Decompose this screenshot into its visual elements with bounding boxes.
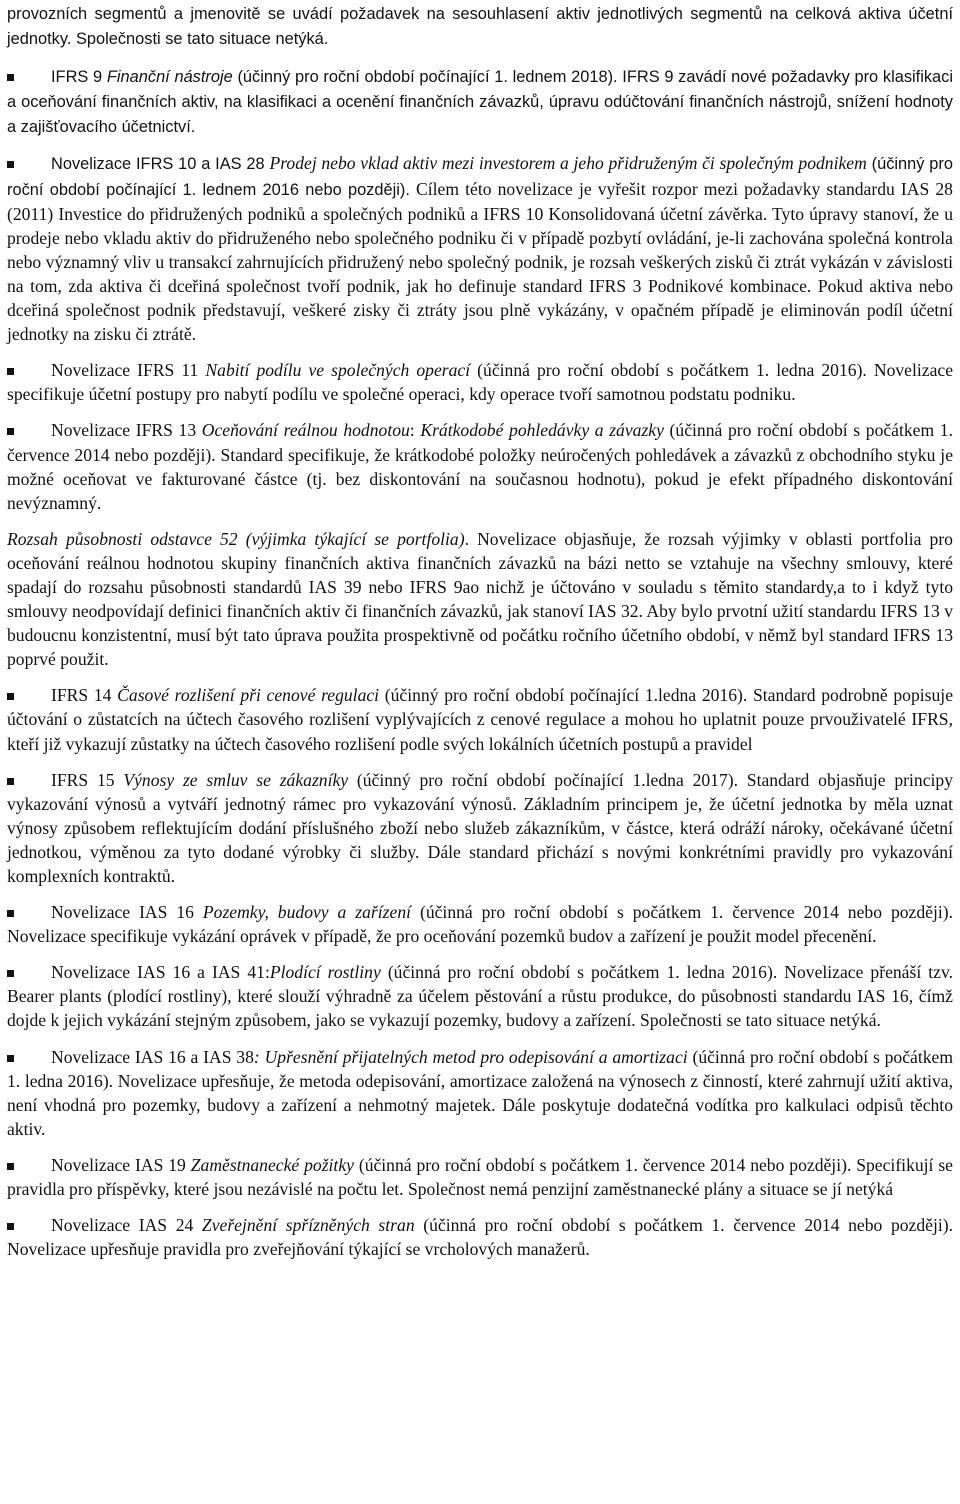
italic-title-text: : Upřesnění přijatelných metod pro odepisování a amortizaci — [253, 1046, 688, 1067]
text-run: Novelizace IFRS 13 — [51, 420, 202, 441]
bullet-square-icon — [7, 693, 14, 700]
list-item-ias-16-ias-41 — [7, 960, 953, 1032]
bullet-square-icon — [7, 910, 14, 917]
list-item-ifrs-11 — [7, 358, 953, 406]
text-run: Novelizace IAS 16 a IAS 38 — [51, 1046, 254, 1067]
italic-title-text: Pozemky, budovy a zařízení — [202, 902, 412, 923]
italic-title-text: Finanční nástroje — [106, 68, 233, 87]
list-item-ifrs-13 — [7, 418, 953, 514]
list-item-ifrs-14 — [7, 683, 953, 755]
text-run: IFRS 9 — [51, 68, 107, 87]
bullet-square-icon — [7, 428, 14, 435]
list-item-ias-19 — [7, 1153, 953, 1201]
list-item-ias-16-ias-38 — [7, 1045, 953, 1141]
italic-title-text: Nabití podílu ve společných operací — [205, 360, 471, 381]
list-item-ias-16 — [7, 900, 953, 948]
text-run: Novelizace IFRS 11 — [51, 360, 206, 381]
text-run: (účinná pro roční období s počátkem 1. ledna 2016). Novelizace specifikuje účetní postupy pro nabytí podílu ve společné operaci, kdy operace tvoří samotnou podstatu podniku. — [7, 360, 954, 405]
italic-title-text: Časové rozlišení při cenové regulaci — [117, 685, 380, 706]
bullet-square-icon — [7, 74, 14, 81]
bullet-square-icon — [7, 778, 14, 785]
text-run: . Novelizace objasňuje, že rozsah výjimky v oblasti portfolia pro oceňování reálnou hodnotou skupiny finančních aktiva finančních závazků na bázi netto se vztahuje na všechny smlouvy, které spadají do rozsahu působnosti standardů IAS 39 nebo IFRS 9ao nichž je účtováno v souladu s těmito standardy,a to i když tyto smlouvy neodpovídají definici finančních aktiv či finančních závazků, jak stanoví IAS 32. Aby bylo prvotní užití standardu IFRS 13 v budoucnu konzistentní, musí být tato úprava použita prospektivně od počátku ročního účetního období, v němž byl standard IFRS 13 poprvé použit. — [7, 528, 953, 670]
text-run: (účinná pro roční období s počátkem 1. července 2014 nebo později). Novelizace specifikuje vykázání oprávek v případě, že pro oceňování pozemků budov a zařízení je použit model přecenění. — [7, 902, 953, 947]
text-run: (účinná pro roční období s počátkem 1. ledna 2016). Novelizace přenáší tzv. Bearer plants (plodící rostliny), které slouží výhradně za účelem pěstování a růstu produkce, do působnosti standardu IAS 16, čímž dojde k jejich vykázání stejným způsobem, jako se vykazují pozemky, budovy a zařízení. Společnosti se tato situace netýká. — [7, 962, 953, 1031]
text-run: : — [409, 420, 421, 441]
text-run: (účinný pro roční období počínající 1.ledna 2017). Standard objasňuje principy vykazování výnosů a vytváří jednotný rámec pro vykazování výnosů. Základním principem je, že účetní jednotka by měla uznat výnosy způsobem reflektujícím dodání příslušného zboží nebo služeb zákazníkům, v částce, která odráží nároky, očekávané účetní jednotkou, výměnou za tyto dodané výrobky či služby. Dále standard přichází s novými konkrétními pravidly pro vykazování komplexních kontraktů. — [7, 769, 953, 886]
text-run: Novelizace IAS 16 — [51, 902, 203, 923]
list-item-ias-24 — [7, 1213, 953, 1261]
italic-title-text: Prodej nebo vklad aktiv mezi investorem a jeho přidruženým či společným podnikem — [269, 153, 867, 174]
text-run: (účinná pro roční období s počátkem 1. července 2014 nebo později). Specifikují se pravidla pro příspěvky, které jsou nezávislé na počtu let. Společnost nemá penzijní zaměstnanecké plány a situace se jí netýká — [7, 1154, 953, 1200]
text-run: Novelizace IAS 19 — [51, 1154, 191, 1175]
bullet-square-icon — [7, 1163, 14, 1170]
italic-title-text: Krátkodobé pohledávky a závazky — [420, 420, 664, 441]
bullet-square-icon — [7, 1055, 14, 1062]
text-run: (účinná pro roční období s počátkem 1. ledna 2016). Novelizace upřesňuje, že metoda odepisování, amortizace založená na výnosech z činností, které zahrnují užití aktiva, není vhodná pro pozemky, budovy a zařízení a nehmotný majetek. Dále poskytuje dodatečná vodítka pro kalkulaci odpisů těchto aktiv. — [7, 1046, 954, 1139]
list-item-ifrs-15 — [7, 768, 953, 888]
text-run: (účinná pro roční období s počátkem 1. července 2014 nebo později). Novelizace upřesňuje pravidla pro zveřejňování týkající se vrcholových manažerů. — [7, 1215, 953, 1260]
list-item-ifrs-9 — [7, 64, 953, 139]
paragraph-portfolio-exception — [7, 527, 953, 672]
text-run: (účinný pro roční období počínající 1. lednem 2016 nebo později). — [7, 155, 953, 199]
italic-title-text: Zaměstnanecké požitky — [190, 1154, 354, 1175]
list-item-ifrs-10-ias-28 — [7, 151, 953, 346]
text-run: (účinná pro roční období s počátkem 1. července 2014 nebo později). Standard specifikuje, že krátkodobé položky neúročených pohledávek a závazků z obchodního styku je možné oceňovat ve fakturované částce (tj. bez diskontování na současnou hodnotu), pokud je efekt případného diskontování nevýznamný. — [7, 420, 954, 513]
italic-title-text: Zveřejnění spřízněných stran — [201, 1215, 415, 1236]
text-run: IFRS 15 — [51, 769, 124, 790]
text-run: Cílem této novelizace je vyřešit rozpor mezi požadavky standardu IAS 28 (2011) Investice do přidružených podniků a společných podniků a IFRS 10 Konsolidovaná účetní závěrka. Tyto úpravy stanoví, že u prodeje nebo vkladu aktiv do přidruženého nebo společného podniku či v případě pozbytí ovládání, je-li zachována společná kontrola nebo významný vliv u transakcí zahrnujících přidružený nebo společný podnik, je rozsah veškerých zisků či ztrát vykázán v závislosti na tom, zda aktiva či dceřiná společnost tvoří podnik, jak ho definuje standard IFRS 3 Podnikové kombinace. Pokud aktiva nebo dceřiná společnost podnik představují, veškeré zisky či ztráty jsou plně vykázány, v opačném případě je eliminován podíl účetní jednotky na zisku či ztrátě. — [7, 178, 953, 345]
italic-title-text: Výnosy ze smluv se zákazníky — [123, 769, 349, 790]
italic-title-text: Oceňování reálnou hodnotou — [201, 420, 410, 441]
text-run: IFRS 14 — [51, 685, 118, 706]
text-run: (účinný pro roční období počínající 1.ledna 2016). Standard podrobně popisuje účtování o zůstatcích na účtech časového rozlišení vyplývajících z cenové regulace a mohou ho uplatnit pouze prvouživatelé IFRS, kteří již vykazují zůstatky na účtech časového rozlišení podle svých lokálních účetních postupů a pravidel — [7, 685, 954, 754]
text-run: Novelizace IFRS 10 a IAS 28 — [51, 155, 270, 174]
italic-title-text: Plodící rostliny — [269, 962, 381, 983]
bullet-square-icon — [7, 1223, 14, 1230]
bullet-square-icon — [7, 368, 14, 375]
text-run: provozních segmentů a jmenovitě se uvádí požadavek na sesouhlasení aktiv jednotlivých segmentů na celková aktiva účetní jednotky. Společnosti se tato situace netýká. — [7, 5, 953, 49]
text-run: Novelizace IAS 24 — [51, 1215, 202, 1236]
paragraph-segments-intro — [7, 1, 953, 51]
bullet-square-icon — [7, 970, 14, 977]
bullet-square-icon — [7, 161, 14, 168]
text-run: (účinný pro roční období počínající 1. lednem 2018). IFRS 9 zavádí nové požadavky pro klasifikaci a oceňování finančních aktiv, na klasifikaci a ocenění finančních závazků, úpravu odúčtování finančních nástrojů, snížení hodnoty a zajišťovacího účetnictví. — [7, 68, 954, 137]
text-run: Novelizace IAS 16 a IAS 41: — [51, 962, 270, 983]
italic-title-text: Rozsah působnosti odstavce 52 (výjimka týkající se portfolia) — [7, 528, 465, 549]
